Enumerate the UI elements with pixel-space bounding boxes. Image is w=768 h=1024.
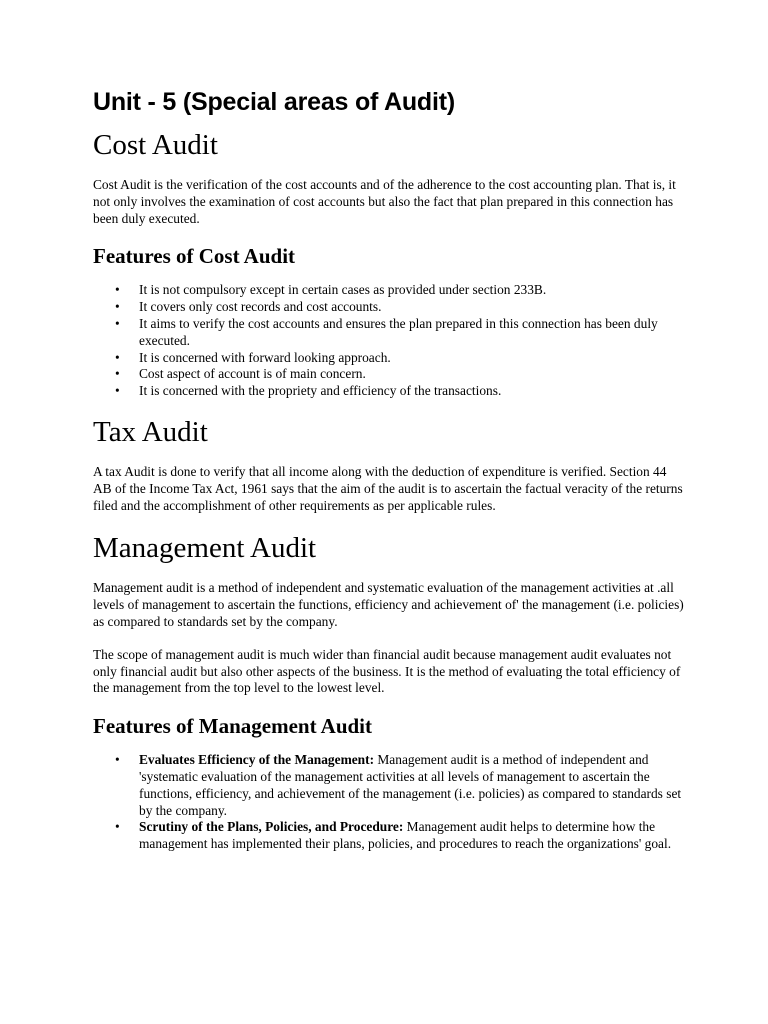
- list-item-text: It is concerned with the propriety and efficiency of the transactions.: [139, 383, 502, 399]
- management-audit-paragraph-2: The scope of management audit is much wider than financial audit because management audit evaluates not only financial audit but also other aspects of the business. It is the method of evaluating the total efficiency of the management from the top level to the lowest level.: [93, 646, 681, 696]
- list-item-label: Evaluates Efficiency of the Management:: [139, 752, 375, 768]
- bullet-icon: •: [115, 349, 120, 365]
- list-item: [93, 819, 685, 853]
- list-item-text: It is not compulsory except in certain cases as provided under section 233B.: [139, 282, 547, 298]
- list-item: [93, 383, 685, 400]
- features-cost-audit-list: [93, 282, 685, 400]
- list-item-text: Cost aspect of account is of main concern.: [139, 366, 366, 382]
- features-cost-audit-heading: Features of Cost Audit: [93, 244, 296, 269]
- cost-audit-paragraph: Cost Audit is the verification of the cost accounts and of the adherence to the cost accounting plan. That is, it not only involves the examination of cost accounts but also the fact that plan prepared in this connection has been duly executed.: [93, 177, 676, 226]
- management-audit-heading: Management Audit: [93, 532, 317, 565]
- list-item: [93, 282, 685, 299]
- document-page: [93, 86, 685, 867]
- list-item: [93, 350, 685, 367]
- list-item-text: It is concerned with forward looking approach.: [139, 349, 391, 365]
- bullet-icon: •: [115, 282, 120, 298]
- list-item: [93, 299, 685, 316]
- list-item: [93, 316, 685, 350]
- list-item-text: Management audit is a method of independent and 'systematic evaluation of the management activities at all levels of management to ascertain the functions, efficiency, and achievement of the management (i.e. policies) as compared to standards set by the company.: [139, 752, 682, 818]
- list-item-text: It covers only cost records and cost accounts.: [139, 299, 382, 315]
- list-item: [93, 752, 685, 819]
- bullet-icon: •: [115, 299, 120, 315]
- list-item-label: Scrutiny of the Plans, Policies, and Procedure:: [139, 819, 404, 835]
- features-management-audit-list: [93, 752, 685, 853]
- list-item-text: Management audit helps to determine how the management has implemented their plans, policies, and procedures to reach the organizations' goal.: [139, 819, 672, 852]
- cost-audit-heading: Cost Audit: [93, 129, 218, 161]
- unit-title: Unit - 5 (Special areas of Audit): [93, 88, 455, 116]
- bullet-icon: •: [115, 366, 120, 382]
- list-item-text: It aims to verify the cost accounts and ensures the plan prepared in this connection has been duly executed.: [139, 315, 658, 348]
- features-management-audit-heading: Features of Management Audit: [93, 714, 372, 739]
- tax-audit-paragraph: A tax Audit is done to verify that all income along with the deduction of expenditure is verified. Section 44 AB of the Income Tax Act, 1961 says that the aim of the audit is to ascertain the factual veracity of the returns filed and the accomplishment of other requirements as per applicable rules.: [93, 463, 683, 513]
- management-audit-paragraph-1: Management audit is a method of independent and systematic evaluation of the management activities at .all levels of management to ascertain the functions, efficiency and achievement of' the management (i.e. policies) as compared to standards set by the company.: [93, 580, 684, 629]
- bullet-icon: •: [115, 819, 120, 835]
- bullet-icon: •: [115, 752, 120, 768]
- bullet-icon: •: [115, 383, 120, 399]
- bullet-icon: •: [115, 315, 120, 331]
- tax-audit-heading: Tax Audit: [93, 415, 208, 448]
- list-item: [93, 366, 685, 383]
